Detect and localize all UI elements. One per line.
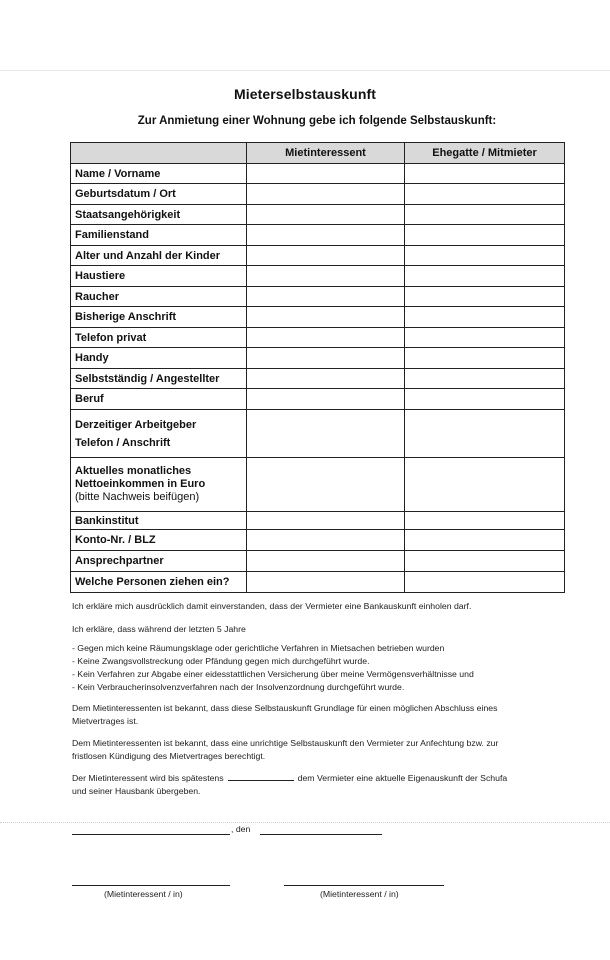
table-row	[71, 348, 565, 369]
row-label-bank: Bankinstitut	[71, 512, 247, 530]
false-info-line2: fristlosen Kündigung des Mietvertrages berechtigt.	[72, 751, 266, 761]
input-cell-tenant[interactable]	[247, 530, 405, 551]
input-cell-spouse[interactable]	[405, 348, 565, 369]
input-cell-spouse[interactable]	[405, 205, 565, 225]
input-cell-spouse[interactable]	[405, 572, 565, 593]
input-cell-spouse[interactable]	[405, 369, 565, 389]
input-cell-spouse[interactable]	[405, 184, 565, 205]
row-label-ansprechpartner: Ansprechpartner	[71, 551, 247, 572]
den-label: , den	[231, 824, 251, 834]
input-cell-spouse[interactable]	[405, 225, 565, 246]
header-empty-cell	[71, 143, 247, 164]
table-row	[71, 164, 565, 184]
signature-label-right: (Mietinteressent / in)	[320, 889, 399, 899]
table-row	[71, 530, 565, 551]
declaration-list	[72, 642, 564, 694]
schufa-line1-start: Der Mietinteressent wird bis spätestens	[72, 773, 224, 783]
table-row	[71, 287, 565, 307]
place-field[interactable]	[72, 834, 230, 835]
false-info-paragraph	[72, 737, 564, 763]
row-label-name: Name / Vorname	[71, 164, 247, 184]
schufa-line2: und seiner Hausbank übergeben.	[72, 786, 201, 796]
row-label-einkommen-note: (bitte Nachweis beifügen)	[75, 491, 200, 503]
row-label-staat: Staatsangehörigkeit	[71, 205, 247, 225]
input-cell-tenant[interactable]	[247, 348, 405, 369]
input-cell-tenant[interactable]	[247, 266, 405, 287]
table-row	[71, 307, 565, 328]
table-row	[71, 184, 565, 205]
page-fold-line	[0, 822, 610, 823]
list-item: - Kein Verbraucherinsolvenzverfahren nach der Insolvenzordnung durchgeführt wurde.	[72, 682, 405, 692]
table-row	[71, 389, 565, 410]
input-cell-spouse[interactable]	[405, 389, 565, 410]
list-item: - Gegen mich keine Räumungsklage oder gerichtliche Verfahren in Mietsachen betrieben wurden	[72, 643, 445, 653]
consent-paragraph	[72, 600, 564, 613]
row-label-haustiere: Haustiere	[71, 266, 247, 287]
row-label-kinder: Alter und Anzahl der Kinder	[71, 246, 247, 266]
input-cell-tenant[interactable]	[247, 369, 405, 389]
input-cell-spouse[interactable]	[405, 530, 565, 551]
row-label-geburt: Geburtsdatum / Ort	[71, 184, 247, 205]
input-cell-spouse[interactable]	[405, 512, 565, 530]
table-row	[71, 246, 565, 266]
input-cell-tenant[interactable]	[247, 458, 405, 512]
row-label-beruf: Beruf	[71, 389, 247, 410]
table-row	[71, 205, 565, 225]
row-label-einkommen-line1: Aktuelles monatliches	[75, 465, 192, 477]
row-label-arbeitgeber	[71, 410, 247, 458]
declaration-intro	[72, 623, 564, 636]
page-subtitle: Zur Anmietung einer Wohnung gebe ich folgende Selbstauskunft:	[137, 115, 497, 127]
table-row	[71, 551, 565, 572]
page-title: Mieterselbstauskunft	[233, 86, 377, 102]
row-label-anschrift: Bisherige Anschrift	[71, 307, 247, 328]
input-cell-tenant[interactable]	[247, 328, 405, 348]
input-cell-spouse[interactable]	[405, 328, 565, 348]
basis-paragraph	[72, 702, 564, 728]
self-disclosure-table	[70, 142, 565, 593]
table-row	[71, 328, 565, 348]
input-cell-tenant[interactable]	[247, 410, 405, 458]
input-cell-tenant[interactable]	[247, 307, 405, 328]
table-row	[71, 572, 565, 593]
row-label-selbststaendig: Selbstständig / Angestellter	[71, 369, 247, 389]
row-label-telefon: Telefon privat	[71, 328, 247, 348]
row-label-arbeitgeber-line2: Telefon / Anschrift	[75, 436, 171, 449]
row-label-familie: Familienstand	[71, 225, 247, 246]
consent-text: Ich erkläre mich ausdrücklich damit einverstanden, dass der Vermieter eine Bankauskunft einholen darf.	[72, 601, 472, 611]
input-cell-tenant[interactable]	[247, 389, 405, 410]
input-cell-tenant[interactable]	[247, 572, 405, 593]
row-label-raucher: Raucher	[71, 287, 247, 307]
schufa-line1	[72, 771, 564, 785]
header-mietinteressent: Mietinteressent	[247, 143, 405, 164]
input-cell-spouse[interactable]	[405, 246, 565, 266]
input-cell-tenant[interactable]	[247, 184, 405, 205]
row-label-einkommen	[71, 458, 247, 512]
input-cell-spouse[interactable]	[405, 164, 565, 184]
input-cell-tenant[interactable]	[247, 225, 405, 246]
header-ehegatte: Ehegatte / Mitmieter	[405, 143, 565, 164]
list-item: - Kein Verfahren zur Abgabe einer eidesstattlichen Versicherung über meine Vermögensverhältnisse und	[72, 669, 474, 679]
row-label-konto: Konto-Nr. / BLZ	[71, 530, 247, 551]
basis-line1: Dem Mietinteressenten ist bekannt, dass diese Selbstauskunft Grundlage für einen möglichen Abschluss eines	[72, 703, 498, 713]
table-row	[71, 266, 565, 287]
input-cell-tenant[interactable]	[247, 205, 405, 225]
input-cell-spouse[interactable]	[405, 287, 565, 307]
date-field[interactable]	[260, 834, 382, 835]
schufa-paragraph	[72, 771, 564, 798]
row-label-einkommen-line2: Nettoeinkommen in Euro	[75, 478, 206, 490]
input-cell-tenant[interactable]	[247, 512, 405, 530]
table-row	[71, 512, 565, 530]
input-cell-spouse[interactable]	[405, 307, 565, 328]
input-cell-spouse[interactable]	[405, 266, 565, 287]
signature-label-left: (Mietinteressent / in)	[104, 889, 183, 899]
input-cell-tenant[interactable]	[247, 164, 405, 184]
table-row	[71, 458, 565, 512]
table-row	[71, 225, 565, 246]
basis-line2: Mietvertrages ist.	[72, 716, 139, 726]
declaration-intro-text: Ich erkläre, dass während der letzten 5 Jahre	[72, 624, 246, 634]
input-cell-spouse[interactable]	[405, 458, 565, 512]
false-info-line1: Dem Mietinteressenten ist bekannt, dass eine unrichtige Selbstauskunft den Vermieter zur Anfechtung bzw. zur	[72, 738, 499, 748]
row-label-handy: Handy	[71, 348, 247, 369]
signature-field-left[interactable]	[72, 885, 230, 886]
deadline-date-field[interactable]	[228, 771, 294, 781]
input-cell-tenant[interactable]	[247, 551, 405, 572]
input-cell-tenant[interactable]	[247, 246, 405, 266]
input-cell-spouse[interactable]	[405, 551, 565, 572]
table-header-row	[71, 143, 565, 164]
signature-field-right[interactable]	[284, 885, 444, 886]
row-label-arbeitgeber-line1: Derzeitiger Arbeitgeber	[75, 418, 197, 431]
row-label-personen: Welche Personen ziehen ein?	[71, 572, 247, 593]
input-cell-spouse[interactable]	[405, 410, 565, 458]
list-item: - Keine Zwangsvollstreckung oder Pfändung gegen mich durchgeführt wurde.	[72, 656, 370, 666]
page-top-edge	[0, 70, 610, 71]
table-row	[71, 410, 565, 458]
schufa-line1-end: dem Vermieter eine aktuelle Eigenauskunft der Schufa	[297, 773, 508, 783]
table-row	[71, 369, 565, 389]
input-cell-tenant[interactable]	[247, 287, 405, 307]
